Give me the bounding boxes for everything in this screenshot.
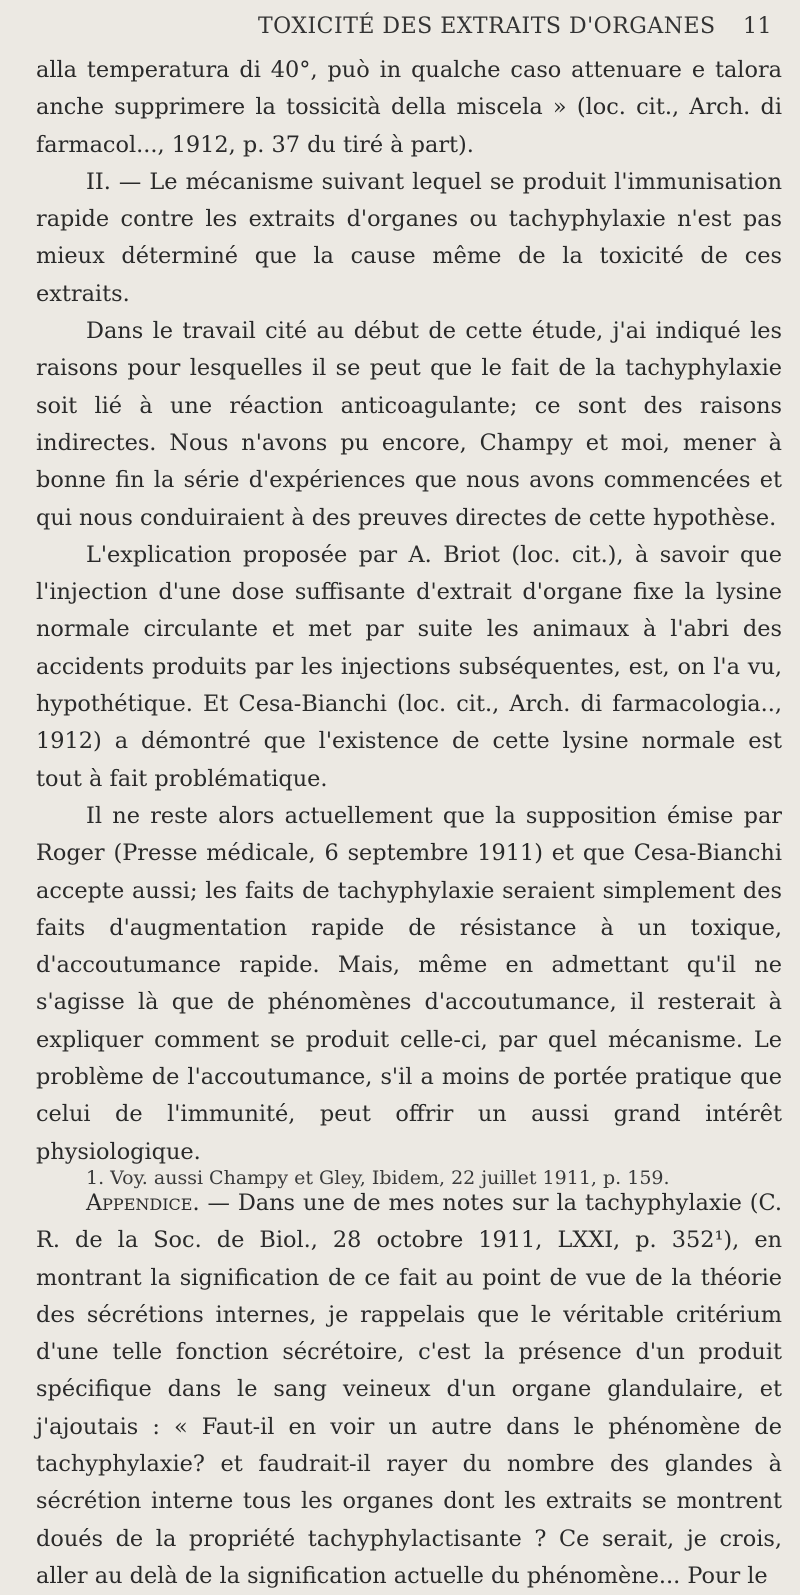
appendix-text: — Dans une de mes notes sur la tachyphylaxie (C. R. de la Soc. de Biol., 28 octobre 1911, LXXI, p. 352¹), en montrant la signification de ce fait au point de vue de la théorie des sécrétions internes, je rappelais que le véritable critérium d'une telle fonction sécrétoire, c'est la présence d'un produit spécifique dans le sang veineux d'un organe glandulaire, et j'ajoutais : « Faut-il en voir un autre dans le phénomène de tachyphylaxie? et faudrait-il rayer du nombre des glandes à sécrétion interne tous les organes dont les extraits se montrent doués de la propriété tachyphylactisante ? Ce serait, je crois, aller au delà de la signification actuelle du phénomène... Pour le [36,1189,782,1589]
page-number: 11 [743,14,772,39]
running-header [258,14,778,44]
paragraph-roger: Il ne reste alors actuellement que la supposition émise par Roger (Presse médicale, 6 septembre 1911) et que Cesa-Bianchi accepte aussi; les faits de tachyphylaxie seraient simplement des faits d'augmentation rapide de résistance à un toxique, d'accoutumance rapide. Mais, même en admettant qu'il ne s'agisse là que de phénomènes d'accoutumance, il resterait à expliquer comment se produit celle-ci, par quel mécanisme. Le problème de l'accoutumance, s'il a moins de portée pratique que celui de l'immunité, peut offrir un aussi grand intérêt physiologique. [36,802,782,1165]
header-title: TOXICITÉ DES EXTRAITS D'ORGANES [258,14,716,39]
body-text [36,52,782,1595]
paragraph-anticoagulant: Dans le travail cité au début de cette étude, j'ai indiqué les raisons pour lesquelles il se peut que le fait de la tachyphylaxie soit lié à une réaction anticoagulante; ce sont des raisons indirectes. Nous n'avons pu encore, Champy et moi, mener à bonne fin la série d'expériences que nous avons commencées et qui nous conduiraient à des preuves directes de cette hypothèse. [36,318,782,531]
paragraph-continued-quote: alla temperatura di 40°, può in qualche caso attenuare e talora anche supprimere la tossicità della miscela » (loc. cit., Arch. di farmacol..., 1912, p. 37 du tiré à part). [36,57,782,158]
appendix-label: Appendice. [86,1189,200,1216]
paragraph-appendix [36,1185,782,1595]
footnote: 1. Voy. aussi Champy et Gley, Ibidem, 22 juillet 1911, p. 159. [86,1167,670,1189]
paragraph-section-ii: II. — Le mécanisme suivant lequel se produit l'immunisation rapide contre les extraits d'organes ou tachyphylaxie n'est pas mieux déterminé que la cause même de la toxicité de ces extraits. [36,168,782,307]
paragraph-briot: L'explication proposée par A. Briot (loc. cit.), à savoir que l'injection d'une dose suffisante d'extrait d'organe fixe la lysine normale circulante et met par suite les animaux à l'abri des accidents produits par les injections subséquentes, est, on l'a vu, hypothétique. Et Cesa-Bianchi (loc. cit., Arch. di farmacologia.., 1912) a démontré que l'existence de cette lysine normale est tout à fait problématique. [36,541,782,792]
